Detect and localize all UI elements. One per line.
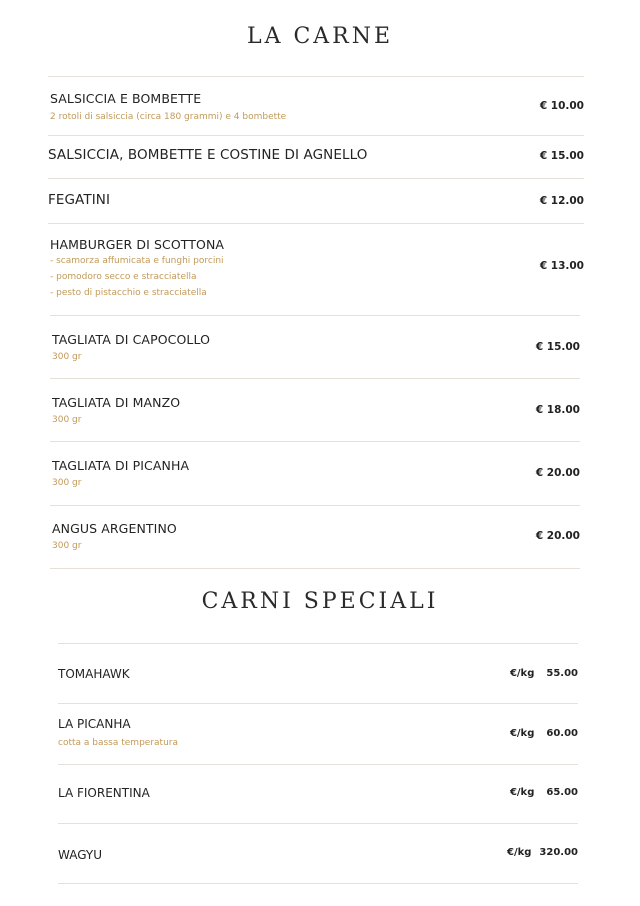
item-description: 300 gr: [52, 352, 82, 362]
item-name: TAGLIATA DI MANZO: [52, 395, 181, 410]
item-description: 300 gr: [52, 478, 82, 488]
item-name: TAGLIATA DI PICANHA: [52, 458, 190, 473]
menu-item-tagliata-di-picanha: [52, 458, 189, 491]
special-item-price: [510, 668, 578, 679]
item-name: SALSICCIA E BOMBETTE: [50, 91, 202, 106]
divider: [48, 178, 584, 179]
item-name: ANGUS ARGENTINO: [52, 521, 177, 536]
menu-item-salsiccia-bombette-costine: [48, 147, 367, 163]
item-price: € 15.00: [535, 341, 580, 353]
special-item-wagyu: WAGYU: [58, 848, 103, 862]
menu-item-fegatini: [48, 192, 110, 208]
price-amount: 320.00: [539, 847, 578, 858]
menu-item-hamburger-di-scottona: [50, 237, 224, 301]
item-description: 2 rotoli di salsiccia (circa 180 grammi) e 4 bombette: [50, 112, 287, 122]
divider: [50, 568, 580, 569]
divider: [48, 76, 584, 77]
section-title-carni-speciali: CARNI SPECIALI: [201, 589, 439, 614]
special-item-price: [510, 728, 578, 739]
item-name: FEGATINI: [48, 192, 111, 208]
price-unit: €/kg: [509, 787, 535, 798]
divider: [58, 703, 578, 704]
menu-item-salsiccia-e-bombette: [50, 91, 286, 125]
item-description: - pesto di pistacchio e stracciatella: [50, 288, 207, 298]
special-item-description: cotta a bassa temperatura: [58, 738, 178, 748]
special-item-la-picanha: LA PICANHA: [58, 717, 131, 731]
item-price: € 20.00: [535, 530, 580, 542]
item-name: SALSICCIA, BOMBETTE E COSTINE DI AGNELLO: [48, 147, 368, 163]
item-description: - pomodoro secco e stracciatella: [50, 272, 197, 282]
item-price: € 12.00: [539, 195, 584, 207]
divider: [50, 378, 580, 379]
item-name: HAMBURGER DI SCOTTONA: [50, 237, 225, 252]
item-description: - scamorza affumicata e funghi porcini: [50, 256, 224, 266]
divider: [50, 315, 580, 316]
divider: [50, 505, 580, 506]
price-unit: €/kg: [509, 668, 535, 679]
price-amount: 55.00: [546, 668, 578, 679]
price-amount: 60.00: [546, 728, 578, 739]
special-item-price: [510, 787, 578, 798]
price-unit: €/kg: [509, 728, 535, 739]
item-price: € 15.00: [539, 150, 584, 162]
menu-item-tagliata-di-capocollo: [52, 332, 210, 365]
item-description: 300 gr: [52, 415, 82, 425]
item-name: TAGLIATA DI CAPOCOLLO: [52, 332, 211, 347]
special-item-la-fiorentina: LA FIORENTINA: [58, 786, 150, 800]
special-item-price: [507, 847, 578, 858]
section-title-la-carne: LA CARNE: [246, 24, 394, 49]
item-description: 300 gr: [52, 541, 82, 551]
divider: [58, 883, 578, 884]
special-item-tomahawk: TOMAHAWK: [58, 667, 130, 681]
menu-item-tagliata-di-manzo: [52, 395, 180, 428]
item-price: € 10.00: [539, 100, 584, 112]
item-price: € 20.00: [535, 467, 580, 479]
divider: [58, 764, 578, 765]
divider: [48, 223, 584, 224]
divider: [50, 441, 580, 442]
price-amount: 65.00: [546, 787, 578, 798]
divider: [48, 135, 584, 136]
item-price: € 18.00: [535, 404, 580, 416]
item-price: € 13.00: [539, 260, 584, 272]
divider: [58, 643, 578, 644]
divider: [58, 823, 578, 824]
price-unit: €/kg: [506, 847, 532, 858]
menu-item-angus-argentino: [52, 521, 177, 554]
